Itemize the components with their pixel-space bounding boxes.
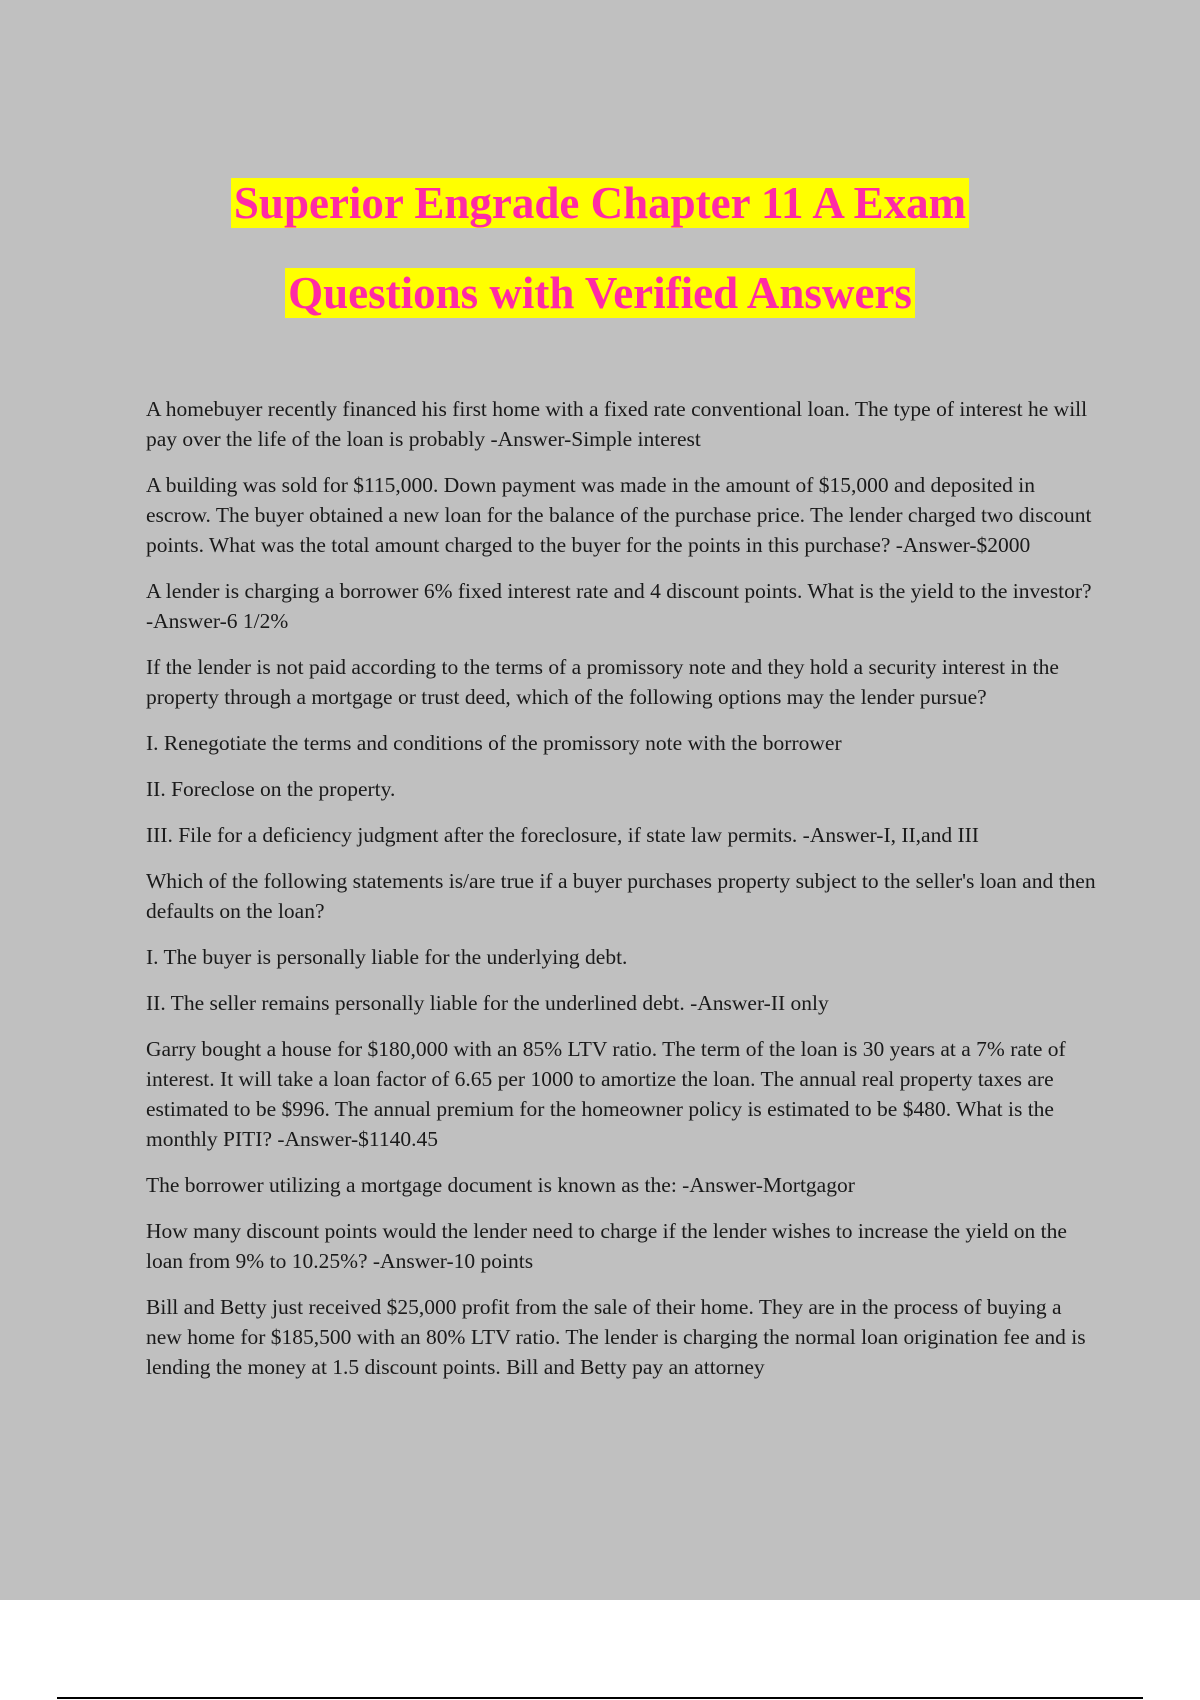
paragraph: A lender is charging a borrower 6% fixed interest rate and 4 discount points. What is the yield to the investor? -Answer-6 1/2% <box>146 579 1092 633</box>
document-body <box>146 394 1096 1398</box>
paragraph: How many discount points would the lender need to charge if the lender wishes to increase the yield on the loan from 9% to 10.25%? -Answer-10 points <box>146 1219 1067 1273</box>
paragraph: II. The seller remains personally liable for the underlined debt. -Answer-II only <box>146 991 829 1015</box>
paragraph: I. The buyer is personally liable for the underlying debt. <box>146 945 628 969</box>
paragraph: I. Renegotiate the terms and conditions of the promissory note with the borrower <box>146 731 842 755</box>
paragraph: A building was sold for $115,000. Down payment was made in the amount of $15,000 and deposited in escrow. The buyer obtained a new loan for the balance of the purchase price. The lender charged two discount points. What was the total amount charged to the buyer for the points in this purchase? -Answer-$2000 <box>146 473 1092 557</box>
paragraph: II. Foreclose on the property. <box>146 777 396 801</box>
paragraph: If the lender is not paid according to the terms of a promissory note and they hold a security interest in the property through a mortgage or trust deed, which of the following options may the lender pursue? <box>146 655 1059 709</box>
footer-divider <box>57 1697 1143 1699</box>
paragraph: The borrower utilizing a mortgage document is known as the: -Answer-Mortgagor <box>146 1173 855 1197</box>
title-line-1 <box>0 172 1200 234</box>
page-title <box>0 172 1200 352</box>
paragraph: III. File for a deficiency judgment after the foreclosure, if state law permits. -Answer-I, II,and III <box>146 823 979 847</box>
paragraph: Which of the following statements is/are true if a buyer purchases property subject to the seller's loan and then defaults on the loan? <box>146 869 1096 923</box>
title-line-2 <box>0 262 1200 324</box>
paragraph: A homebuyer recently financed his first home with a fixed rate conventional loan. The type of interest he will pay over the life of the loan is probably -Answer-Simple interest <box>146 397 1088 451</box>
paragraph: Garry bought a house for $180,000 with an 85% LTV ratio. The term of the loan is 30 years at a 7% rate of interest. It will take a loan factor of 6.65 per 1000 to amortize the loan. The annual real property taxes are estimated to be $996. The annual premium for the homeowner policy is estimated to be $480. What is the monthly PITI? -Answer-$1140.45 <box>146 1037 1066 1151</box>
title-line-1-text: Superior Engrade Chapter 11 A Exam <box>231 178 969 228</box>
paragraph: Bill and Betty just received $25,000 profit from the sale of their home. They are in the process of buying a new home for $185,500 with an 80% LTV ratio. The lender is charging the normal loan origination fee and is lending the money at 1.5 discount points. Bill and Betty pay an attorney <box>146 1295 1086 1379</box>
title-line-2-text: Questions with Verified Answers <box>285 268 915 318</box>
